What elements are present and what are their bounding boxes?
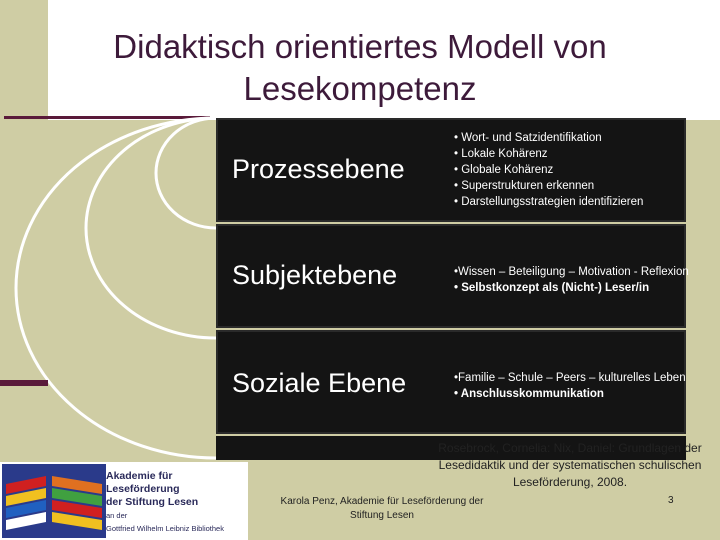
side-accent-bar [0,380,48,386]
bullet-item: • Superstrukturen erkennen [454,180,595,192]
logo-text [106,470,248,535]
logo [0,462,248,540]
bullet-item: •Familie – Schule – Peers – kulturelles Leben [454,372,686,384]
footer-author: Karola Penz, Akademie für Leseförderung der Stiftung Lesen [280,496,484,521]
slide-title: Didaktisch orientiertes Modell von Lesekompetenz [113,28,607,107]
logo-line: an der [106,511,128,520]
bullet-item: • Wort- und Satzidentifikation [454,132,602,144]
bullet-item: •Wissen – Beteiligung – Motivation - Reflexion [454,266,689,278]
page-number: 3 [668,495,674,506]
level-row-social [216,330,686,434]
level-label: Soziale Ebene [232,368,407,398]
logo-line: der Stiftung Lesen [106,496,199,508]
bullet-item: • Globale Kohärenz [454,164,554,176]
logo-line: Akademie für Leseförderung [106,470,180,495]
outer-arc [16,118,216,458]
bullet-item: • Selbstkonzept als (Nicht-) Leser/in [454,282,650,294]
level-label: Subjektebene [232,260,398,290]
level-bullets [454,130,643,210]
bullet-item: • Anschlusskommunikation [454,388,604,400]
level-bullets [454,264,689,296]
level-row-process [216,118,686,222]
level-row-subject [216,224,689,328]
middle-arc [86,118,216,338]
inner-arc [156,118,216,228]
bullet-item: • Darstellungsstrategien identifizieren [454,196,644,208]
logo-line: Gottfried Wilhelm Leibniz Bibliothek [106,524,224,533]
level-bullets [454,370,686,402]
citation: Rosebrock, Cornelia: Nix, Daniel: Grundlagen der Lesedidaktik und der systematischen schulischen Leseförderung, 2008. [438,441,702,489]
book-stripes-icon [2,464,106,538]
level-label: Prozessebene [232,154,405,184]
bullet-item: • Lokale Kohärenz [454,148,548,160]
